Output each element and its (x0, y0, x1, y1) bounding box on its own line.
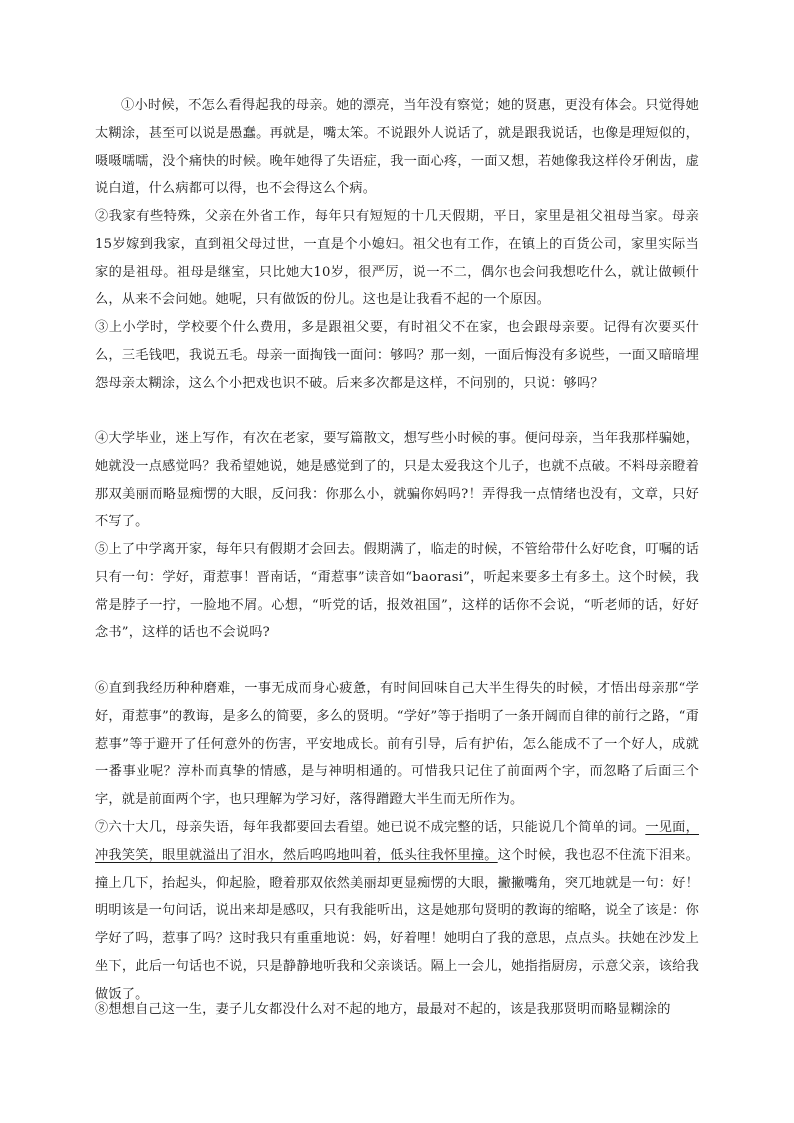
paragraph-4: ④大学毕业，迷上写作，有次在老家，要写篇散文，想写些小时候的事。便问母亲，当年我那样骗她，她就没一点感觉吗？我希望她说，她是感觉到了的，只是太爱我这个儿子，也就不点破。不料母亲瞪着那双美丽而略显痴愣的大眼，反问我：你那么小，就骗你妈吗?！弄得我一点情绪也没有，文章，只好不写了。 (95, 431, 699, 530)
paragraph-5: ⑤上了中学离开家，每年只有假期才会回去。假期满了，临走的时候，不管给带什么好吃食，叮嘱的话只有一句：学好，甭惹事！晋南话，“甭惹事”读音如“baorasi”，听起来要多土有多土。这个时候，我常是脖子一拧，一脸地不屑。心想，“听党的话，报效祖国”，这样的话你不会说，“听老师的话，好好念书”，这样的话也不会说吗? (95, 542, 699, 641)
paragraph-8: ⑧想想自己这一生，妻子儿女都没什么对不起的地方，最最对不起的，该是我那贤明而略显糊涂的 (95, 1002, 671, 1017)
paragraph-7-text-a: ⑦六十大几，母亲失语，每年我都要回去看望。她已说不成完整的话，只能说几个简单的词。 (95, 820, 646, 835)
paragraph-2: ②我家有些特殊，父亲在外省工作，每年只有短短的十几天假期，平日，家里是祖父祖母当家。母亲15岁嫁到我家，直到祖父母过世，一直是个小媳妇。祖父也有工作，在镇上的百货公司，家里实际当家的是祖母。祖母是继室，只比她大10岁，很严厉，说一不二，偶尔也会问我想吃什么，就让做顿什么，从来不会问她。她呢，只有做饭的份儿。这也是让我看不起的一个原因。 (95, 209, 699, 308)
paragraph-6: ⑥直到我经历种种磨难，一事无成而身心疲惫，有时间回味自己大半生得失的时候，才悟出母亲那“学好，甭惹事”的教诲，是多么的简要，多么的贤明。“学好”等于指明了一条开阔而自律的前行之路，“甭惹事”等于避开了任何意外的伤害，平安地成长。前有引导，后有护佑，怎么能成不了一个好人，成就一番事业呢？淳朴而真挚的情感，是与神明相通的。可惜我只记住了前面两个字，而忽略了后面三个字，就是前面两个字，也只理解为学习好，落得蹭蹬大半生而无所作为。 (95, 681, 699, 808)
paragraph-1: ①小时候，不怎么看得起我的母亲。她的漂亮，当年没有察觉；她的贤惠，更没有体会。只觉得她太糊涂，甚至可以说是愚蠢。再就是，嘴太笨。不说跟外人说话了，就是跟我说话，也像是理短似的，嗫嗫嚅嚅，没个痛快的时候。晚年她得了失语症，我一面心疼，一面又想，若她像我这样伶牙俐齿，虚说白道，什么病都可以得，也不会得这么个病。 (95, 98, 699, 197)
paragraph-7-text-b: 这个时候，我也忍不住流下泪来。撞上几下，抬起头，仰起脸，瞪着那双依然美丽却更显痴愣的大眼，撇撇嘴角，突兀地就是一句：好！明明该是一句问话，说出来却是感叹，只有我能听出，这是她那句贤明的教诲的缩略，说全了该是：你学好了吗，惹事了吗？这时我只有重重地说：妈，好着哩！她明白了我的意思，点点头。扶她在沙发上坐下，此后一句话也不说，只是静静地听我和父亲谈话。隔上一会儿，她指指厨房，示意父亲，该给我做饭了。 (95, 847, 699, 1002)
paragraph-7-underlined-sentence: 一见面，冲我笑笑，眼里就溢出了泪水，然后呜呜地叫着，低头往我怀里撞。 (95, 820, 699, 863)
paragraph-3: ③上小学时，学校要个什么费用，多是跟祖父要，有时祖父不在家，也会跟母亲要。记得有次要买什么，三毛钱吧，我说五毛。母亲一面掏钱一面问：够吗？那一刻，一面后悔没有多说些，一面又暗暗埋怨母亲太糊涂，这么个小把戏也识不破。后来多次都是这样，不问别的，只说：够吗？ (95, 320, 699, 391)
paragraph-7 (95, 814, 699, 1009)
